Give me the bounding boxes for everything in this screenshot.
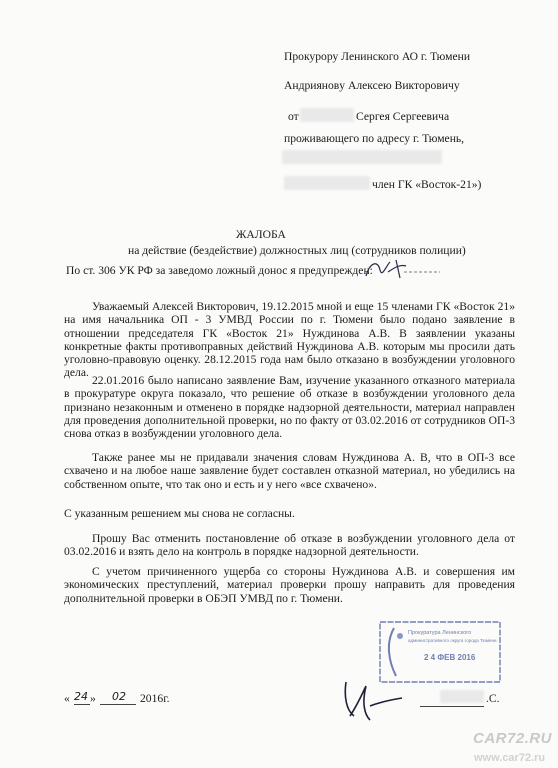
site-watermark: CAR72.RU: [472, 730, 552, 747]
paragraph-2: 22.01.2016 было написано заявление Вам, изучение указанного отказного материала в прокуратуре округа показало, что решение об отказе в возбуждении уголовного дела признано незаконным и отменено в порядке надзорной деятельности, материал направлен для проведения дополнительной проверки, но по факту от 03.02.2016 от сотрудников ОП-3 снова отказ в возбуждении уголовного дела.: [64, 374, 515, 441]
sender-name: Сергея Сергеевича: [356, 110, 450, 123]
sender-address: проживающего по адресу г. Тюмень,: [284, 132, 465, 145]
stamp-line-2: административного округа города Тюмени: [408, 638, 497, 643]
prosecutor-office-stamp: [378, 620, 502, 684]
redacted-signature-name: [440, 690, 484, 703]
redacted-address: [282, 150, 442, 164]
date-month: 02: [112, 690, 126, 703]
redacted-details: [284, 176, 370, 190]
date-day: 24: [74, 690, 88, 703]
paragraph-4: С указанным решением мы снова не согласны.: [64, 507, 295, 520]
from-prefix: от: [288, 110, 299, 123]
redacted-surname: [300, 108, 354, 122]
date-open-quote: «: [64, 692, 70, 705]
month-underline: [100, 704, 136, 705]
paragraph-1: Уважаемый Алексей Викторович, 19.12.2015 мной и еще 15 членами ГК «Восток 21» на имя начальника ОП - 3 УМВД России по г. Тюмени было подано заявление в отношении председателя ГК «Восток 21» Нуждинова А.В. В заявлении указаны конкретные факты противоправных действий Нуждинова А.В. которым мы просили дать уголовно-правовую оценку. 28.12.2015 года нам было отказано в возбуждении уголовного дела.: [64, 300, 515, 380]
site-watermark-url: www.car72.ru: [474, 752, 546, 764]
stamp-line-1: Прокуратура Ленинского: [408, 630, 472, 636]
signature-initials: .С.: [486, 692, 500, 705]
member-line: член ГК «Восток-21»): [372, 178, 482, 191]
liability-warning: По ст. 306 УК РФ за заведомо ложный донос я предупрежден:: [66, 264, 373, 277]
document-subtitle: на действие (бездействие) должностных лиц (сотрудников полиции): [128, 244, 466, 257]
addressee-line: Прокурору Ленинского АО г. Тюмени: [284, 50, 471, 63]
date-year: 2016г.: [140, 692, 170, 705]
addressee-name: Андрияновy Алексею Викторовичу: [284, 79, 460, 92]
document-title: ЖАЛОБА: [236, 228, 286, 241]
signature-underline: [420, 706, 484, 707]
paragraph-6: С учетом причиненного ущерба со стороны Нуждинова А.В. и совершения им экономических преступлений, материал проверки прошу направить для проведения дополнительной проверки в ОБЭП УМВД по г. Тюмени.: [64, 565, 515, 605]
warning-signature: [360, 256, 440, 282]
paragraph-5: Прошу Вас отменить постановление об отказе в возбуждении уголовного дела от 03.02.2016 и взять дело на контроль в порядке надзорной деятельности.: [64, 532, 515, 559]
stamp-date: 2 4 ФЕВ 2016: [424, 653, 476, 662]
date-close-quote: »: [90, 692, 96, 705]
day-underline: [74, 704, 90, 705]
author-signature: [336, 676, 406, 722]
paragraph-3: Также ранее мы не придавали значения словам Нуждинова А. В, что в ОП-3 все схвачено и на любое наше заявление будет составлен отказной материал, но убедились на собственном опыте, что так оно и есть и у него «все схвачено».: [64, 451, 515, 491]
